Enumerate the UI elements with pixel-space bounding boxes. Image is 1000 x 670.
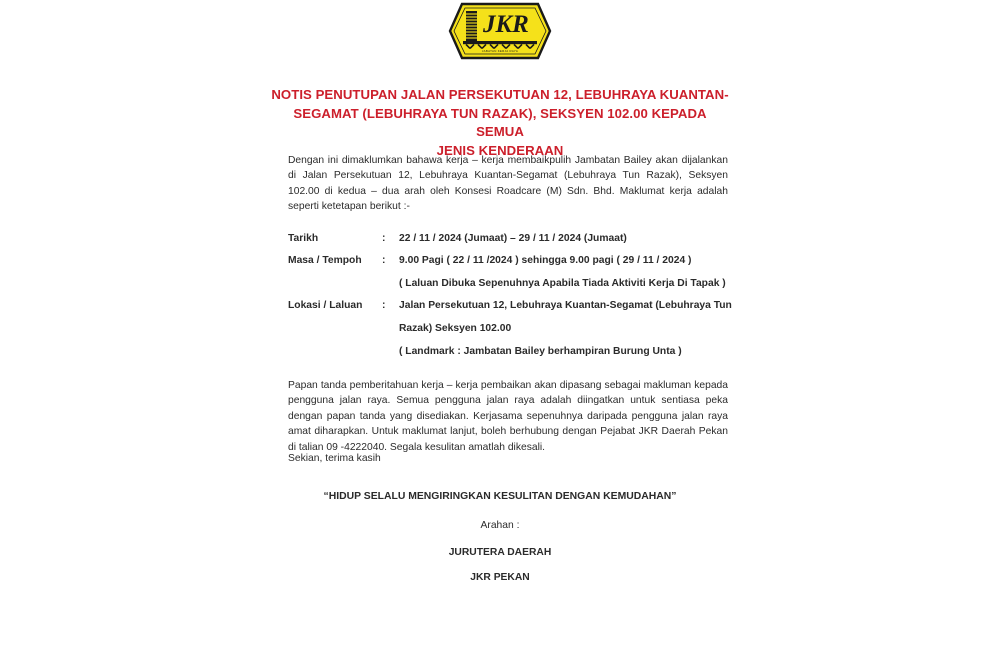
logo-micro-text: JABATAN KERJA RAYA [481, 49, 519, 53]
detail-colon: : [382, 300, 386, 311]
details-block [288, 231, 738, 359]
notice-paragraph: Papan tanda pemberitahuan kerja – kerja pembaikan akan dipasang sebagai makluman kepada pengguna jalan raya. Semua pengguna jalan raya adalah diingatkan untuk sentiasa peka dengan papan tanda yang disediakan. Kerjasama sepenuhnya daripada pengguna jalan raya amat diharapkan. Untuk maklumat lanjut, boleh berhubung dengan Pejabat JKR Daerah Pekan di talian 09 -4222040. Segala kesulitan amatlah dikesali. [288, 380, 728, 453]
detail-value-masa-note: ( Laluan Dibuka Sepenuhnya Apabila Tiada Aktiviti Kerja Di Tapak ) [399, 278, 726, 289]
detail-value-lokasi-line-2: Razak) Seksyen 102.00 [399, 323, 512, 334]
detail-value-lokasi-landmark: ( Landmark : Jambatan Bailey berhampiran Burung Unta ) [399, 346, 682, 357]
detail-label-lokasi: Lokasi / Laluan [288, 300, 363, 311]
notice-title-line-3: JENIS KENDERAAN [436, 142, 564, 158]
signature-block [268, 491, 732, 583]
intro-paragraph: Dengan ini dimaklumkan bahawa kerja – kerja membaikpulih Jambatan Bailey akan dijalankan di Jalan Persekutuan 12, Lebuhraya Kuantan-Segamat (Lebuhraya Tun Razak), Seksyen 102.00 di kedua – dua arah oleh Konsesi Roadcare (M) Sdn. Bhd. Maklumat kerja adalah seperti ketetapan berikut :- [288, 155, 728, 213]
notice-title-line-1: NOTIS PENUTUPAN JALAN PERSEKUTUAN 12, LEBUHRAYA KUANTAN- [271, 87, 729, 102]
arahan-label: Arahan : [480, 520, 520, 531]
detail-colon: : [382, 255, 386, 266]
detail-value-lokasi [399, 298, 738, 359]
jkr-logo [448, 2, 552, 60]
detail-label-masa: Masa / Tempoh [288, 255, 362, 266]
notice-title-line-2: SEGAMAT (LEBUHRAYA TUN RAZAK), SEKSYEN 102.00 KEPADA SEMUA [293, 105, 707, 140]
logo-wordmark: JKR [483, 11, 529, 38]
signatory-title: JURUTERA DAERAH [448, 547, 552, 558]
logo-tower-icon [466, 11, 477, 41]
notice-title [268, 86, 732, 160]
detail-row-lokasi [288, 298, 738, 359]
closing-thanks: Sekian, terima kasih [288, 453, 381, 464]
detail-value-tarikh: 22 / 11 / 2024 (Jumaat) – 29 / 11 / 2024 (Jumaat) [399, 233, 627, 244]
detail-row-tarikh [288, 231, 738, 246]
motto-text: “HIDUP SELALU MENGIRINGKAN KESULITAN DENGAN KEMUDAHAN” [323, 491, 677, 502]
detail-label-tarikh: Tarikh [288, 233, 319, 244]
detail-row-masa [288, 253, 738, 291]
signatory-office: JKR PEKAN [470, 572, 530, 583]
detail-value-lokasi-line-1: Jalan Persekutuan 12, Lebuhraya Kuantan-Segamat (Lebuhraya Tun [399, 300, 732, 311]
detail-value-masa [399, 253, 738, 291]
detail-colon: : [382, 233, 386, 244]
detail-value-masa-main: 9.00 Pagi ( 22 / 11 /2024 ) sehingga 9.00 pagi ( 29 / 11 / 2024 ) [399, 255, 692, 266]
logo-container [0, 2, 1000, 60]
